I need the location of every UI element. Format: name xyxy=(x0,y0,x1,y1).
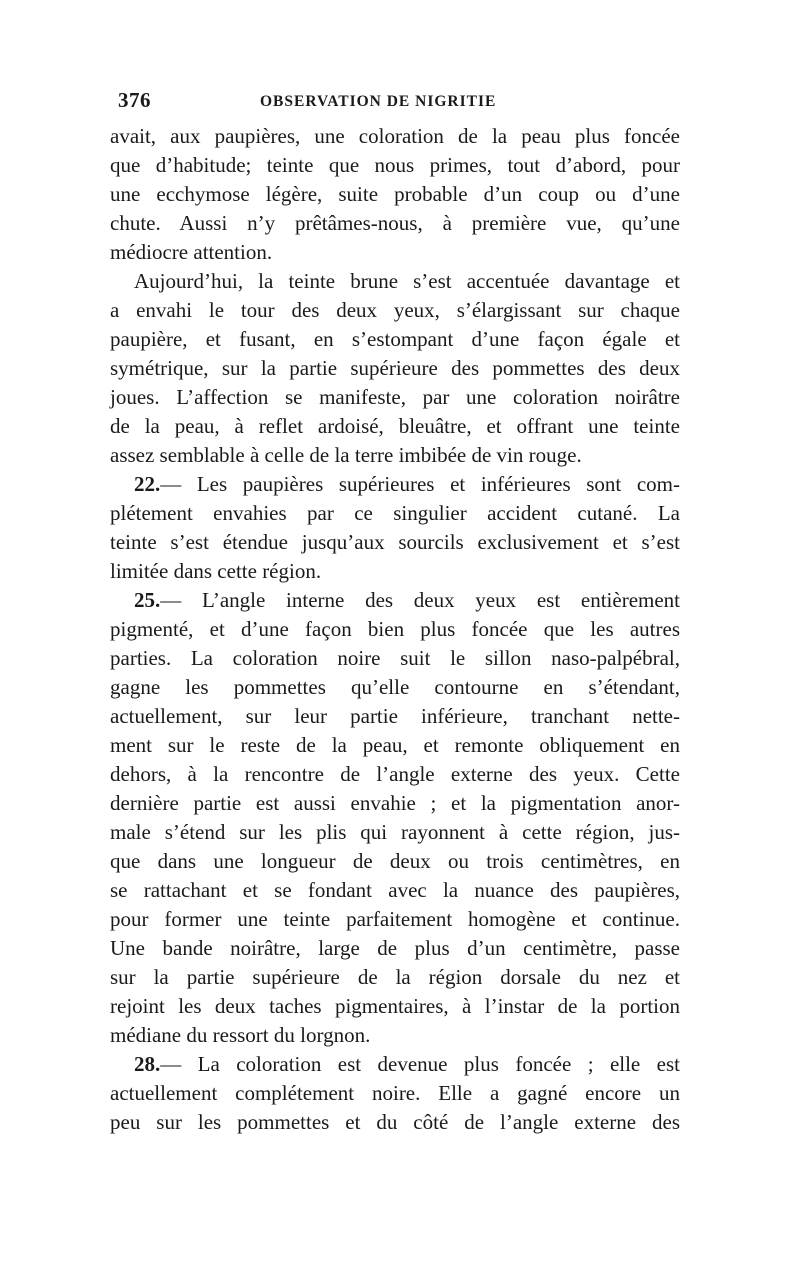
paragraph-28 xyxy=(110,1050,680,1137)
text-fragment: — La coloration est devenue plus foncée ; elle est xyxy=(160,1052,680,1076)
text-line: peu sur les pommettes et du côté de l’angle externe des xyxy=(110,1110,680,1134)
paragraph-25 xyxy=(110,586,680,1050)
running-title: OBSERVATION DE NIGRITIE xyxy=(260,93,497,110)
entry-number: 25. xyxy=(134,588,161,612)
text-line: gagne les pommettes qu’elle contourne en s’étendant, xyxy=(110,675,680,699)
page-number: 376 xyxy=(118,88,151,112)
paragraph-2 xyxy=(110,267,680,470)
text-line: actuellement complétement noire. Elle a gagné encore un xyxy=(110,1081,680,1105)
text-line: sur la partie supérieure de la région dorsale du nez et xyxy=(110,965,680,989)
text-line: chute. Aussi n’y prêtâmes-nous, à première vue, qu’une xyxy=(110,211,680,235)
book-page xyxy=(110,88,680,1137)
text-line: pour former une teinte parfaitement homogène et continue. xyxy=(110,907,680,931)
text-line: dehors, à la rencontre de l’angle externe des yeux. Cette xyxy=(110,762,680,786)
text-line: se rattachant et se fondant avec la nuance des paupières, xyxy=(110,878,680,902)
text-line: dernière partie est aussi envahie ; et la pigmentation anor- xyxy=(110,791,680,815)
text-line: médiocre attention. xyxy=(110,240,273,264)
text-line: avait, aux paupières, une coloration de la peau plus foncée xyxy=(110,124,680,148)
text-line: rejoint les deux taches pigmentaires, à l’instar de la portion xyxy=(110,994,680,1018)
text-line: joues. L’affection se manifeste, par une coloration noirâtre xyxy=(110,385,680,409)
text-line: Aujourd’hui, la teinte brune s’est accentuée davantage et xyxy=(134,269,680,293)
text-line: de la peau, à reflet ardoisé, bleuâtre, et offrant une teinte xyxy=(110,414,680,438)
entry-number: 28. xyxy=(134,1052,161,1076)
text-line: paupière, et fusant, en s’estompant d’une façon égale et xyxy=(110,327,680,351)
text-line: assez semblable à celle de la terre imbibée de vin rouge. xyxy=(110,443,582,467)
text-line xyxy=(110,1050,680,1079)
text-line: ment sur le reste de la peau, et remonte obliquement en xyxy=(110,733,680,757)
text-line: que dans une longueur de deux ou trois centimètres, en xyxy=(110,849,680,873)
text-line: symétrique, sur la partie supérieure des pommettes des deux xyxy=(110,356,680,380)
text-line: a envahi le tour des deux yeux, s’élargissant sur chaque xyxy=(110,298,680,322)
text-line: une ecchymose légère, suite probable d’un coup ou d’une xyxy=(110,182,680,206)
text-line: male s’étend sur les plis qui rayonnent à cette région, jus- xyxy=(110,820,680,844)
page-header xyxy=(110,88,680,122)
text-line xyxy=(110,586,680,615)
text-line: actuellement, sur leur partie inférieure, tranchant nette- xyxy=(110,704,680,728)
text-line: que d’habitude; teinte que nous primes, tout d’abord, pour xyxy=(110,153,680,177)
text-line: Une bande noirâtre, large de plus d’un centimètre, passe xyxy=(110,936,680,960)
text-line xyxy=(110,470,680,499)
text-line: parties. La coloration noire suit le sillon naso-palpébral, xyxy=(110,646,680,670)
text-fragment: — L’angle interne des deux yeux est entièrement xyxy=(160,588,680,612)
text-line: plétement envahies par ce singulier accident cutané. La xyxy=(110,501,680,525)
body-text xyxy=(110,122,680,1137)
text-line: pigmenté, et d’une façon bien plus foncée que les autres xyxy=(110,617,680,641)
paragraph-1 xyxy=(110,122,680,267)
entry-number: 22. xyxy=(134,472,161,496)
text-line: limitée dans cette région. xyxy=(110,559,322,583)
text-fragment: — Les paupières supérieures et inférieures sont com- xyxy=(160,472,680,496)
text-line: médiane du ressort du lorgnon. xyxy=(110,1023,371,1047)
text-line: teinte s’est étendue jusqu’aux sourcils exclusivement et s’est xyxy=(110,530,680,554)
paragraph-22 xyxy=(110,470,680,586)
